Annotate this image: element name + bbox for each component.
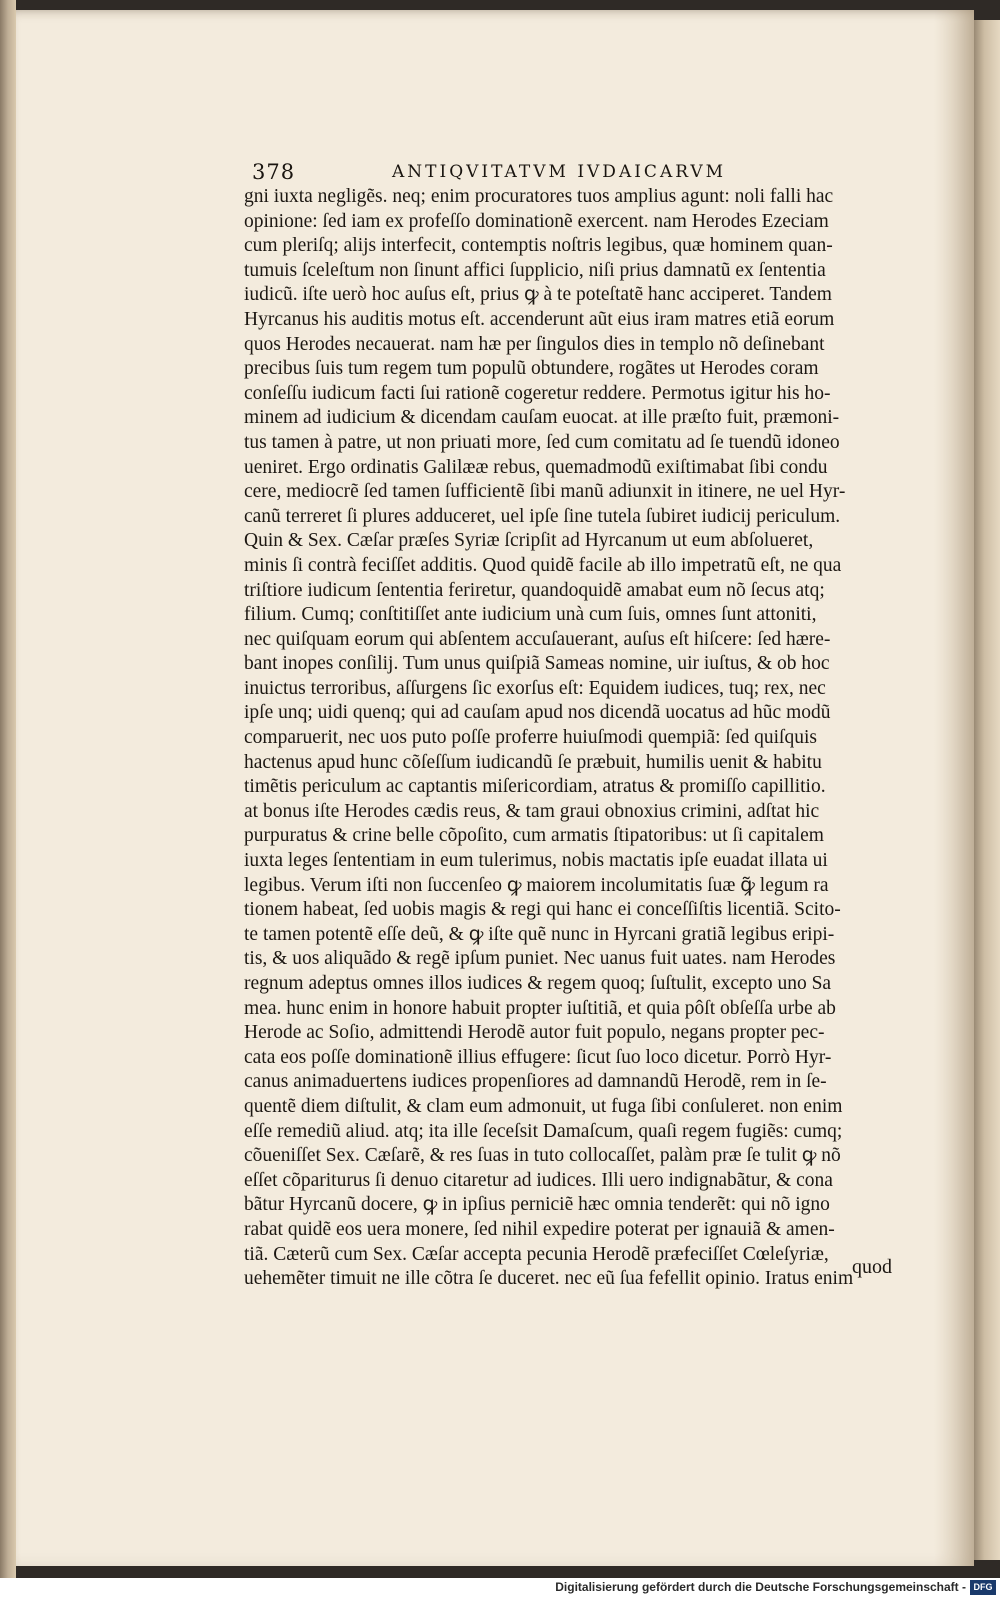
text-line: minem ad iudicium & dicendam cauſam euocat. at ille præſto fuit, præmoni- — [244, 407, 840, 429]
text-line: purpuratus & crine belle cõpoſito, cum armatis ſtipatoribus: ut ſi capitalem — [244, 825, 824, 847]
text-line: opinione: ſed iam ex profeſſo dominationẽ exercent. nam Herodes Ezeciam — [244, 210, 829, 232]
text-line: tumuis ſceleſtum non ſinunt affici ſupplicio, niſi prius damnatũ ex ſententia — [244, 259, 826, 281]
text-line: triſtiore iudicum ſententia feriretur, quandoquidẽ amabat eum nõ ſecus atq; — [244, 579, 825, 601]
text-line: iuxta leges ſententiam in eum tulerimus, nobis mactatis ipſe euadat illata ui — [244, 850, 828, 872]
text-line: tis, & uos aliquãdo & regẽ ipſum puniet. Nec uanus fuit uates. nam Herodes — [244, 948, 836, 970]
text-line: ipſe unq; uidi quenq; qui ad cauſam apud nos dicendã uocatus ad hũc modũ — [244, 702, 831, 724]
text-line: te tamen potentẽ eſſe deũ, & ꝙ iſte quẽ nunc in Hyrcani gratiã legibus eripi- — [244, 923, 835, 945]
text-line: uehemẽter timuit ne ille cõtra ſe duceret. nec eũ ſua fefellit opinio. Iratus enim — [244, 1268, 854, 1290]
text-line: bant inopes conſilij. Tum unus quiſpiã Sameas nomine, uir iuſtus, & ob hoc — [244, 653, 830, 675]
book-edge-left — [0, 0, 16, 1578]
dfg-logo-icon: DFG — [970, 1580, 996, 1595]
spine-shadow — [934, 10, 974, 1566]
text-line: inuictus terroribus, aſſurgens ſic exorſus eſt: Equidem iudices, tuq; rex, nec — [244, 677, 826, 699]
text-line: legibus. Verum iſti non ſuccenſeo ꝙ maiorem incolumitatis ſuæ ꝙ̃ legum ra — [244, 874, 829, 896]
footer-credit: Digitalisierung gefördert durch die Deutsche Forschungsgemeinschaft - — [555, 1580, 966, 1594]
text-line: eſſet cõpariturus ſi denuo citaretur ad iudices. Illi uero indignabãtur, & cona — [244, 1169, 833, 1191]
text-line: cere, mediocrẽ ſed tamen ſufficientẽ ſibi manũ adiunxit in itinere, ne uel Hyr- — [244, 481, 846, 503]
text-line: cum pleriſq; alijs interfecit, contemptis noſtris legibus, quæ hominem quan- — [244, 235, 833, 257]
running-title: ANTIQVITATVM IVDAICARVM — [392, 162, 727, 182]
text-line: tiã. Cæterũ cum Sex. Cæſar accepta pecunia Herodẽ præfeciſſet Cœleſyriæ, — [244, 1243, 829, 1265]
text-line: cata eos poſſe dominationẽ illius effugere: ſicut ſuo loco dicetur. Porrò Hyr- — [244, 1046, 832, 1068]
text-line: filium. Cumq; conſtitiſſet ante iudicium unà cum ſuis, omnes ſunt attoniti, — [244, 604, 817, 626]
text-line: precibus ſuis tum regem tum populũ obtundere, rogãtes ut Herodes coram — [244, 358, 819, 380]
text-line: Hyrcanus his auditis motus eſt. accenderunt aũt eius iram matres etiã eorum — [244, 308, 835, 330]
body-text — [244, 185, 910, 1292]
text-line: nec quiſquam eorum qui abſentem accuſauerant, auſus eſt hiſcere: ſed hære- — [244, 628, 831, 650]
text-line: tus tamen à patre, ut non priuati more, ſed cum comitatu ad ſe tuendũ idoneo — [244, 431, 840, 453]
text-line: quos Herodes necauerat. nam hæ per ſingulos dies in templo nõ deſinebant — [244, 333, 825, 355]
footer-bar — [0, 1578, 1000, 1598]
text-line: regnum adeptus omnes illos iudices & regem quoq; ſuſtulit, excepto uno Sa — [244, 973, 832, 994]
text-line: mea. hunc enim in honore habuit propter iuſtitiã, et quia pôſt obſeſſa urbe ab — [244, 997, 836, 1019]
text-line: Quin & Sex. Cæſar præſes Syriæ ſcripſit ad Hyrcanum ut eum abſolueret, — [244, 530, 814, 552]
text-line: hactenus apud hunc cõſeſſum iudicandũ ſe præbuit, humilis uenit & habitu — [244, 751, 822, 773]
text-line: cõueniſſet Sex. Cæſarẽ, & res ſuas in tuto collocaſſet, palàm præ ſe tulit ꝙ nõ — [244, 1145, 841, 1167]
page-number: 378 — [252, 160, 296, 184]
text-line: minis ſi contrà feciſſet additis. Quod quidẽ facile ab illo impetratũ eſt, ne qua — [244, 554, 842, 576]
text-line: comparuerit, nec uos puto poſſe proferre huiuſmodi quempiã: ſed quiſquis — [244, 727, 817, 749]
catchword: quod — [852, 1256, 892, 1278]
text-line: rabat quidẽ eos uera monere, ſed nihil expedire poterat per ignauiã & amen- — [244, 1218, 835, 1240]
text-line: Herode ac Soſio, admittendi Herodẽ autor fuit populo, negans propter pec- — [244, 1022, 825, 1044]
text-line: quentẽ diem diſtulit, & clam eum admonuit, ut fuga ſibi conſuleret. non enim — [244, 1095, 843, 1117]
text-line: eſſe remediũ aliud. atq; ita ille ſeceſsit Damaſcum, quaſi regem fugiẽs: cumq; — [244, 1120, 843, 1142]
text-line: at bonus iſte Herodes cædis reus, & tam graui obnoxius crimini, adſtat hic — [244, 800, 820, 822]
text-line: gni iuxta negligẽs. neq; enim procuratores tuos amplius agunt: noli falli hac — [244, 186, 834, 207]
text-line: ueniret. Ergo ordinatis Galilææ rebus, quemadmodũ exiſtimabat ſibi condu — [244, 456, 828, 478]
text-line: bãtur Hyrcanũ docere, ꝙ in ipſius perniciẽ hæc omnia tenderẽt: qui nõ igno — [244, 1194, 830, 1216]
text-line: timẽtis periculum ac captantis miſericordiam, atratus & promiſſo capillitio. — [244, 776, 826, 798]
text-line: canus animaduertens iudices propenſiores ad damnandũ Herodẽ, rem in ſe- — [244, 1071, 827, 1093]
text-line: canũ terreret ſi plures adduceret, uel ipſe ſine tutela ſubiret iudicij periculum. — [244, 505, 841, 527]
text-line: conſeſſu iudicum facti ſui rationẽ cogeretur reddere. Permotus igitur his ho- — [244, 382, 831, 404]
text-line: tionem habeat, ſed uobis magis & regi qui hanc ei conceſſiſtis licentiã. Scito- — [244, 899, 841, 921]
text-line: iudicũ. iſte uerò hoc auſus eſt, prius ꝙ à te poteſtatẽ hanc acciperet. Tandem — [244, 284, 832, 306]
next-page-edge — [974, 20, 1000, 1560]
